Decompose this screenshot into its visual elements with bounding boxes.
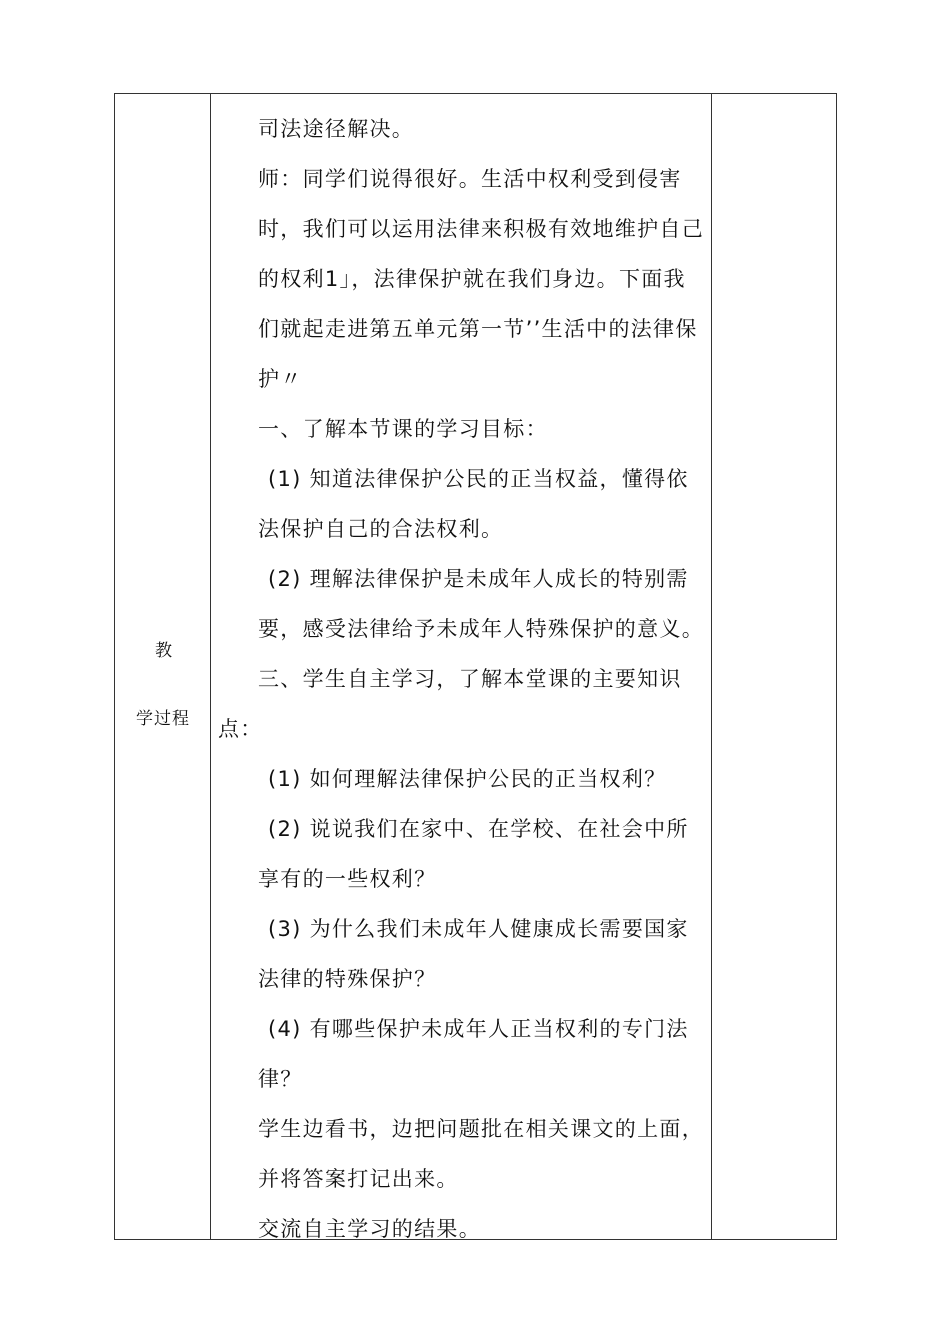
- content-line: 并将答案打记出来。: [258, 1167, 459, 1191]
- content-line: 师：同学们说得很好。生活中权利受到侵害: [258, 167, 682, 191]
- column-divider-1: [210, 94, 211, 1240]
- content-line: (1) 如何理解法律保护公民的正当权利？: [268, 767, 667, 791]
- content-line: (3) 为什么我们未成年人健康成长需要国家: [268, 917, 689, 941]
- content-line: (4) 有哪些保护未成年人正当权利的专门法: [268, 1017, 689, 1041]
- content-line: (1) 知道法律保护公民的正当权益，懂得依: [268, 467, 689, 491]
- content-line: 一、了解本节课的学习目标：: [258, 417, 548, 441]
- content-line: (2) 理解法律保护是未成年人成长的特别需: [268, 567, 689, 591]
- content-line: 时，我们可以运用法律来积极有效地维护自己: [258, 217, 704, 241]
- content-line: 法律的特殊保护？: [258, 967, 437, 991]
- content-line: (2) 说说我们在家中、在学校、在社会中所: [268, 817, 689, 841]
- content-line: 学生边看书，边把问题批在相关课文的上面，: [258, 1117, 704, 1141]
- content-line: 的权利1」，法律保护就在我们身边。下面我: [258, 267, 686, 291]
- row-label-part1: 教: [155, 641, 173, 661]
- column-divider-2: [711, 94, 712, 1240]
- content-line: 要，感受法律给予未成年人特殊保护的意义。: [258, 617, 704, 641]
- content-line: 交流自主学习的结果。: [258, 1217, 481, 1241]
- content-line: 点：: [218, 717, 263, 741]
- content-line: 律？: [258, 1067, 303, 1091]
- content-line: 司法途径解决。: [258, 117, 415, 141]
- row-label-part2: 学过程: [136, 709, 190, 729]
- content-line: 享有的一些权利？: [258, 867, 437, 891]
- content-line: 们就起走进第五单元第一节’’生活中的法律保: [258, 317, 698, 341]
- content-line: 护〃: [258, 367, 303, 391]
- content-line: 三、学生自主学习，了解本堂课的主要知识: [258, 667, 682, 691]
- content-line: 法保护自己的合法权利。: [258, 517, 504, 541]
